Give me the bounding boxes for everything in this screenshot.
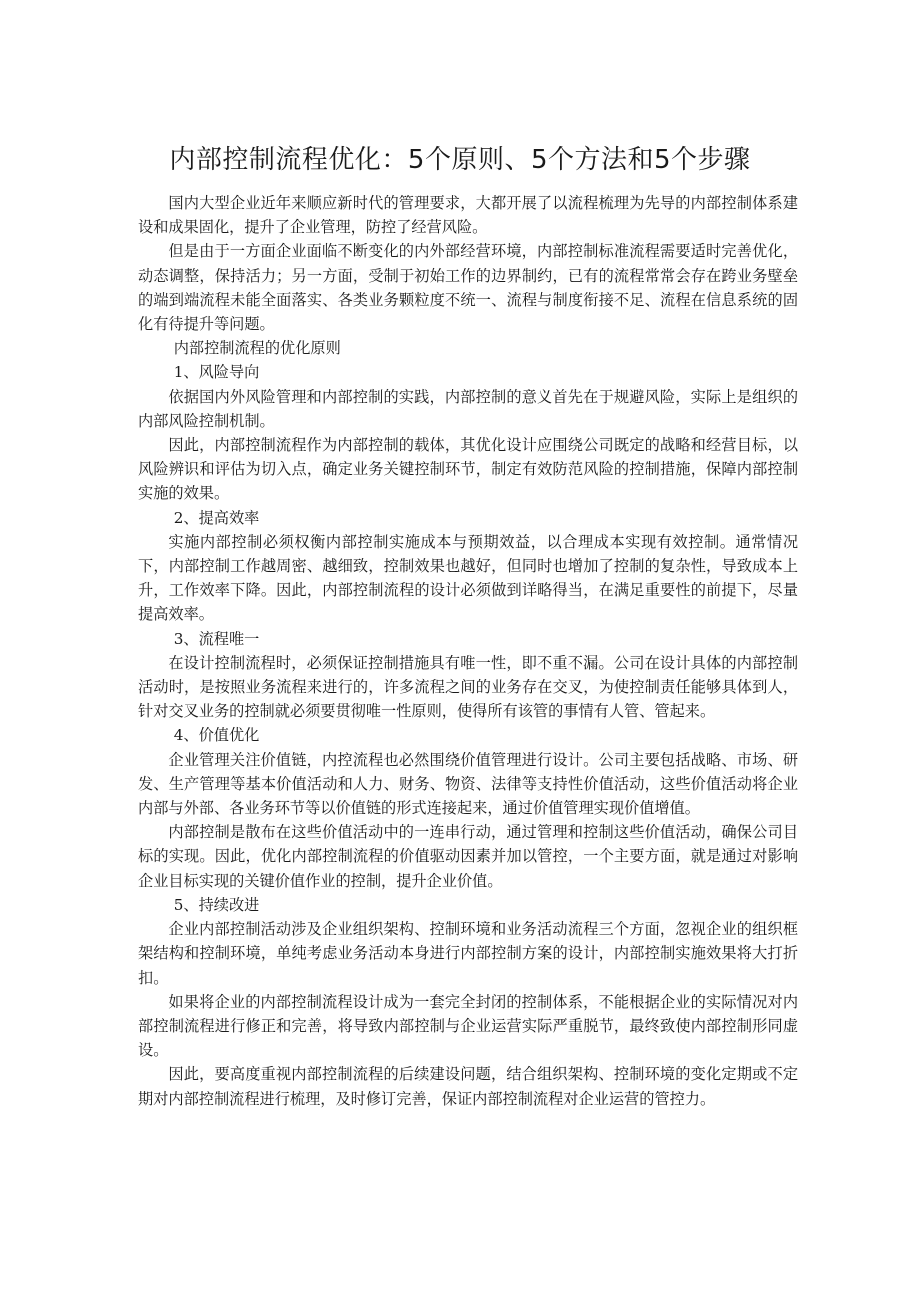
paragraph: 企业管理关注价值链，内控流程也必然围绕价值管理进行设计。公司主要包括战略、市场、研发、生产管理等基本价值活动和人力、财务、物资、法律等支持性价值活动，这些价值活动将企业内部与外部、各业务环节等以价值链的形式连接起来，通过价值管理实现价值增值。 xyxy=(138,750,798,818)
paragraph: 实施内部控制必须权衡内部控制实施成本与预期效益，以合理成本实现有效控制。通常情况下，内部控制工作越周密、越细致，控制效果也越好，但同时也增加了控制的复杂性，导致成本上升，工作效率下降。因此，内部控制流程的设计必须做到详略得当，在满足重要性的前提下，尽量提高效率。 xyxy=(138,532,798,624)
paragraph: 企业内部控制活动涉及企业组织架构、控制环境和业务活动流程三个方面，忽视企业的组织框架结构和控制环境，单纯考虑业务活动本身进行内部控制方案的设计，内部控制实施效果将大打折扣。 xyxy=(138,920,798,987)
paragraph: 如果将企业的内部控制流程设计成为一套完全封闭的控制体系，不能根据企业的实际情况对内部控制流程进行修正和完善，将导致内部控制与企业运营实际严重脱节，最终致使内部控制形同虚设。 xyxy=(138,992,798,1060)
paragraph: 因此，内部控制流程作为内部控制的载体，其优化设计应围绕公司既定的战略和经营目标，以风险辨识和评估为切入点，确定业务关键控制环节，制定有效防范风险的控制措施，保障内部控制实施的效果。 xyxy=(138,436,798,503)
paragraph: 在设计控制流程时，必须保证控制措施具有唯一性，即不重不漏。公司在设计具体的内部控制活动时，是按照业务流程来进行的，许多流程之间的业务存在交叉，为使控制责任能够具体到人，针对交叉业务的控制就必须要贯彻唯一性原则，使得所有该管的事情有人管、管起来。 xyxy=(138,653,798,721)
paragraph: 内部控制是散布在这些价值活动中的一连串行动，通过管理和控制这些价值活动，确保公司目标的实现。因此，优化内部控制流程的价值驱动因素并加以管控，一个主要方面，就是通过对影响企业目标实现的关键价值作业的控制，提升企业价值。 xyxy=(138,823,798,890)
principle-heading-5: 5、持续改进 xyxy=(173,895,260,914)
principle-heading-4: 4、价值优化 xyxy=(173,726,260,745)
paragraph: 因此，要高度重视内部控制流程的后续建设问题，结合组织架构、控制环境的变化定期或不定期对内部控制流程进行梳理，及时修订完善，保证内部控制流程对企业运营的管控力。 xyxy=(138,1065,798,1108)
principle-heading-1: 1、风险导向 xyxy=(173,363,260,382)
principle-heading-3: 3、流程唯一 xyxy=(173,629,260,648)
paragraph: 依据国内外风险管理和内部控制的实践，内部控制的意义首先在于规避风险，实际上是组织的内部风险控制机制。 xyxy=(138,387,798,430)
document-body xyxy=(138,191,798,1111)
document-title: 内部控制流程优化：5个原则、5个方法和5个步骤 xyxy=(169,145,751,175)
principle-heading-2: 2、提高效率 xyxy=(173,508,260,527)
section-heading-principles: 内部控制流程的优化原则 xyxy=(173,339,341,358)
paragraph-intro: 国内大型企业近年来顺应新时代的管理要求，大都开展了以流程梳理为先导的内部控制体系建设和成果固化，提升了企业管理，防控了经营风险。 xyxy=(138,194,798,237)
paragraph-problems: 但是由于一方面企业面临不断变化的内外部经营环境，内部控制标准流程需要适时完善优化，动态调整，保持活力；另一方面，受制于初始工作的边界制约，已有的流程常常会存在跨业务壁垒的端到端流程未能全面落实、各类业务颗粒度不统一、流程与制度衔接不足、流程在信息系统的固化有待提升等问题。 xyxy=(138,242,798,334)
